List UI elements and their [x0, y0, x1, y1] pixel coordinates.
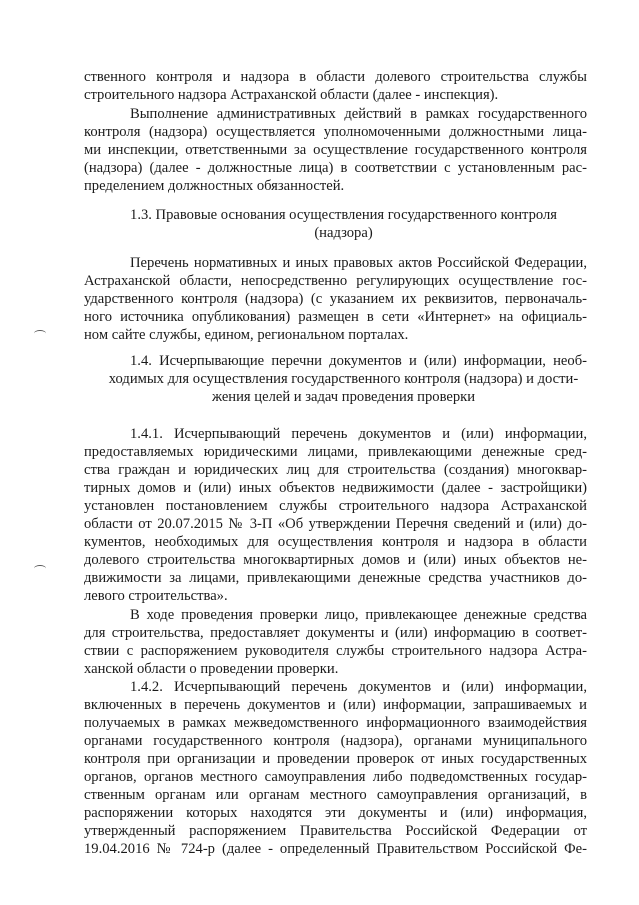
section-heading-1-3-cont: (надзора) — [314, 225, 373, 241]
text-line: долевого строительства многоквартирных домов и (или) иных объектов не- — [84, 552, 587, 568]
text-line: утвержденный распоряжением Правительства Российской Федерации от — [84, 823, 587, 839]
text-line: 19.04.2016 № 724-р (далее - определенный Правительством Российской Фе- — [84, 841, 587, 857]
section-heading-1-4: 1.4. Исчерпывающие перечни документов и (или) информации, необ- — [130, 353, 587, 369]
text-line: распоряжении которых находятся эти документы и (или) информация, — [84, 805, 587, 821]
text-line: ханской области о проведении проверки. — [84, 661, 339, 677]
text-line: контроля (надзора) осуществляется уполномоченными должностными лица- — [84, 124, 587, 140]
text-line: предоставляемых юридическими лицами, привлекающими денежные сред- — [84, 444, 587, 460]
text-line: ного источника опубликования) размещен в сети «Интернет» на официаль- — [84, 309, 587, 325]
text-line: ударственного контроля (надзора) (с указанием их реквизитов, первоначаль- — [84, 291, 587, 307]
text-line: В ходе проведения проверки лицо, привлекающее денежные средства — [130, 607, 587, 623]
text-line: ственного контроля и надзора в области долевого строительства службы — [84, 69, 587, 85]
section-heading-1-4-cont: жения целей и задач проведения проверки — [211, 389, 476, 405]
text-line: области от 20.07.2015 № 3-П «Об утверждении Перечня сведений и (или) до- — [84, 516, 587, 532]
text-line: движимости за лицами, привлекающими денежные средства участников до- — [84, 570, 587, 586]
text-line: Астраханской области, непосредственно регулирующих осуществление гос- — [84, 273, 587, 289]
text-line: органами государственного контроля (надзора), органами муниципального — [84, 733, 587, 749]
text-line: ми инспекции, ответственными за осуществление государственного контроля — [84, 142, 587, 158]
scan-punch-mark — [34, 565, 46, 572]
text-line: строительного надзора Астраханской области (далее - инспекция). — [84, 87, 499, 103]
text-line: кументов, необходимых для осуществления контроля и надзора в области — [84, 534, 587, 550]
text-line: 1.4.2. Исчерпывающий перечень документов и (или) информации, — [130, 679, 587, 695]
section-heading-1-4-cont: ходимых для осуществления государственного контроля (надзора) и дости- — [108, 371, 579, 387]
text-line: тирных домов и (или) иных объектов недвижимости (далее - застройщики) — [84, 480, 587, 496]
text-line: (надзора) (далее - должностные лица) в соответствии с установленным рас- — [84, 160, 587, 176]
text-line: ства граждан и юридических лиц для строительства (создания) многоквар- — [84, 462, 587, 478]
text-line: 1.4.1. Исчерпывающий перечень документов и (или) информации, — [130, 426, 587, 442]
text-line: для строительства, предоставляет документы и (или) информацию в соответ- — [84, 625, 587, 641]
text-line: органов, органов местного самоуправления либо подведомственных государ- — [84, 769, 587, 785]
text-line: левого строительства». — [84, 588, 228, 604]
text-line: пределением должностных обязанностей. — [84, 178, 345, 194]
text-line: включенных в перечень документов и (или) информации, запрашиваемых и — [84, 697, 587, 713]
text-line: ствии с распоряжением руководителя службы строительного надзора Астра- — [84, 643, 587, 659]
text-line: ном сайте службы, едином, региональном порталах. — [84, 327, 409, 343]
text-line: Выполнение административных действий в рамках государственного — [130, 106, 587, 122]
text-line: ственным органам или органам местного самоуправления организаций, в — [84, 787, 587, 803]
section-heading-1-3: 1.3. Правовые основания осуществления государственного контроля — [130, 207, 557, 223]
text-line: Перечень нормативных и иных правовых актов Российской Федерации, — [130, 255, 587, 271]
text-line: получаемых в рамках межведомственного информационного взаимодействия — [84, 715, 587, 731]
scan-punch-mark — [34, 330, 46, 337]
text-line: контроля при организации и проведении проверок от иных государственных — [84, 751, 587, 767]
text-line: установлен постановлением службы строительного надзора Астраханской — [84, 498, 587, 514]
